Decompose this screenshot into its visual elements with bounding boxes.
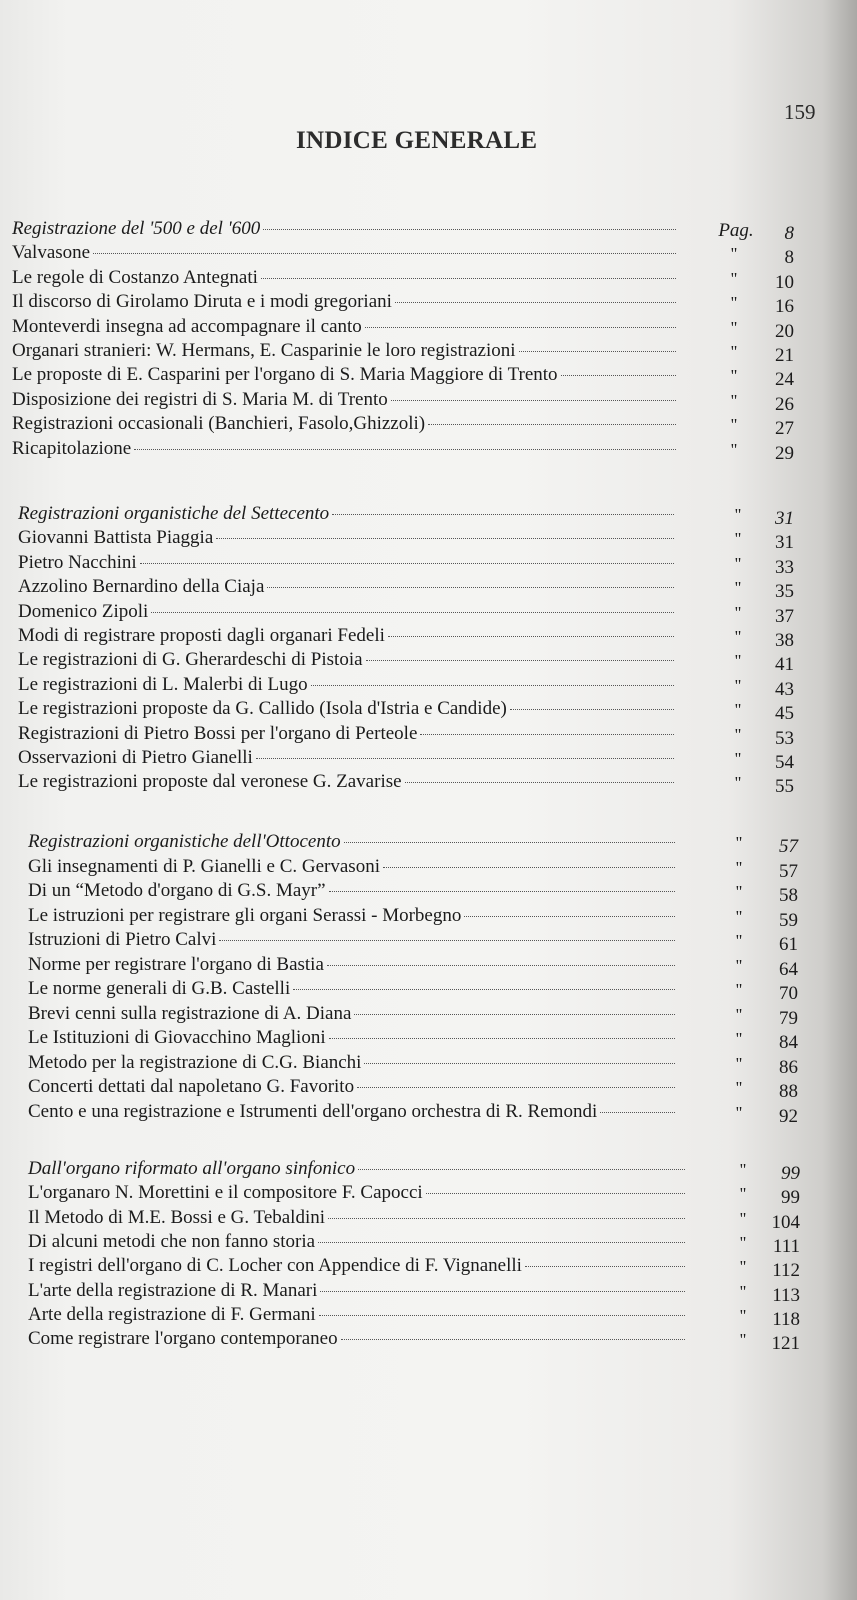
ditto-mark: " [739,1305,747,1325]
toc-entry-label: Ricapitolazione [12,437,132,459]
ditto-mark: " [735,1053,743,1073]
ditto-mark: " [735,857,743,877]
dot-leader [395,302,676,303]
toc-entry-label: Domenico Zipoli [18,600,149,622]
toc-entry-label: I registri dell'organo di C. Locher con Appendice di F. Vignanelli [28,1255,522,1277]
toc-entry-label: Il discorso di Girolamo Diruta e i modi gregoriani [12,291,392,313]
toc-entry [28,905,678,931]
page-reference: 70 [779,983,798,1004]
toc-entry-label: Le norme generali di G.B. Castelli [28,978,291,999]
ditto-mark: " [735,882,743,901]
page-reference: 26 [775,393,794,415]
dot-leader [510,709,674,710]
page-reference: 38 [775,630,794,651]
dot-leader [219,940,675,941]
dot-leader [525,1266,685,1267]
toc-entry [12,316,679,342]
dot-leader [354,1014,675,1015]
toc-entry [18,747,677,773]
toc-entry [28,880,678,906]
ditto-mark: " [739,1232,747,1252]
page-reference: 58 [779,885,798,906]
toc-entry-label: Modi di registrare proposti dagli organari Fedeli [18,625,385,646]
page-reference: 55 [775,776,794,798]
toc-entry-label: Arte della registrazione di F. Germani [28,1303,316,1325]
ditto-mark: " [735,931,743,950]
section-heading [12,218,679,244]
dot-leader [311,685,674,686]
ditto-mark: " [730,415,738,435]
ditto-mark: " [739,1330,747,1350]
dot-leader [344,842,675,843]
dot-leader [93,253,676,254]
toc-entry [18,649,677,675]
toc-entry-label: Osservazioni di Pietro Gianelli [18,747,253,768]
toc-entry [12,267,679,293]
ditto-mark: " [734,578,742,598]
page-reference: 84 [779,1032,798,1053]
page-reference: 113 [772,1284,800,1306]
dot-leader [151,612,674,613]
section-heading-label: Registrazione del '500 e del '600 [12,218,261,239]
ditto-mark: " [734,651,742,671]
page-reference: 111 [772,1235,800,1257]
toc-entry-label: Le registrazioni proposte dal veronese G. Zavarise [18,771,402,793]
page-reference: 31 [775,508,794,529]
toc-entry [28,1052,678,1078]
ditto-mark: " [730,317,738,337]
toc-entry [28,1280,688,1306]
toc-entry [18,552,677,578]
ditto-mark: " [734,773,742,793]
page-reference: 16 [775,296,794,318]
dot-leader [464,916,675,917]
ditto-mark: " [735,1078,743,1097]
section-heading [28,1158,688,1184]
toc-entry-label: Le registrazioni proposte da G. Callido (Isola d'Istria e Candide) [18,698,507,720]
dot-leader [358,1169,685,1170]
ditto-mark: " [730,390,738,410]
toc-entry [12,291,679,317]
dot-leader [328,1218,685,1219]
dot-leader [134,449,676,450]
toc-entry [28,1328,688,1354]
toc-entry [28,1207,688,1233]
page-reference: 53 [775,727,794,749]
ditto-mark: " [730,342,738,361]
page-reference: 45 [775,703,794,725]
dot-leader [256,758,674,759]
toc-entry [12,340,679,366]
toc-entry-label: Gli insegnamenti di P. Gianelli e C. Gervasoni [28,855,380,877]
toc-entry [12,242,679,268]
dot-leader [319,1315,685,1316]
section-heading [28,831,678,857]
toc-entry [18,576,677,602]
toc-entry [28,1304,688,1330]
toc-entry-label: Disposizione dei registri di S. Maria M. di Trento [12,388,388,410]
toc-entry-label: L'organaro N. Morettini e il compositore F. Capocci [28,1182,423,1204]
ditto-mark: " [735,980,743,999]
page-reference: 88 [779,1081,798,1102]
page-reference: 20 [775,320,794,342]
page-reference: 57 [779,860,798,882]
toc-entry-label: Giovanni Battista Piaggia [18,527,214,549]
dot-leader [383,867,675,868]
page-number: 159 [784,100,816,124]
toc-entry-label: L'arte della registrazione di R. Manari [28,1279,318,1301]
toc-entry-label: Istruzioni di Pietro Calvi [28,929,217,950]
dot-leader [216,538,674,539]
ditto-mark: " [734,529,742,549]
toc-entry [12,364,679,390]
toc-entry-label: Il Metodo di M.E. Bossi e G. Tebaldini [28,1206,326,1228]
dot-leader [263,229,676,230]
dot-leader [267,587,674,588]
dot-leader [329,891,675,892]
section-heading [18,503,677,529]
dot-leader [341,1339,685,1340]
page-reference: 92 [779,1105,798,1127]
toc-entry-label: Le Istituzioni di Giovacchino Maglioni [28,1027,326,1048]
ditto-mark: " [735,833,743,852]
dot-leader [600,1112,675,1113]
dot-leader [140,563,674,564]
page-reference: 112 [772,1260,800,1282]
toc-entry [18,601,677,627]
page-reference: 99 [781,1163,800,1184]
page-reference: 79 [779,1007,798,1029]
toc-entry [28,978,678,1004]
page-reference: 8 [784,247,794,269]
dot-leader [357,1087,675,1088]
dot-leader [561,375,676,376]
ditto-mark: " [734,700,742,720]
ditto-mark: " [739,1281,747,1301]
ditto-mark: " [734,749,742,768]
toc-entry [12,389,679,415]
toc-entry [18,698,677,724]
dot-leader [426,1193,685,1194]
dot-leader [365,327,676,328]
page-reference: 41 [775,654,794,676]
toc-entry [28,1101,678,1127]
dot-leader [332,514,674,515]
page-reference: 86 [779,1056,798,1078]
toc-entry-label: Le istruzioni per registrare gli organi Serassi - Morbegno [28,904,462,926]
ditto-mark: " [735,955,743,975]
toc-entry [28,1255,688,1281]
dot-leader [364,1063,675,1064]
page-reference: 27 [775,418,794,440]
ditto-mark: " [735,1004,743,1024]
page-reference: 104 [771,1211,800,1233]
dot-leader [391,400,676,401]
ditto-mark: " [735,1029,743,1048]
toc-entry [28,1027,678,1053]
toc-entry-label: Cento e una registrazione e Istrumenti dell'organo orchestra di R. Remondi [28,1100,598,1122]
dot-leader [318,1242,685,1243]
dot-leader [327,965,675,966]
page-reference: 29 [775,442,794,464]
page-reference: 35 [775,581,794,603]
ditto-mark: " [734,675,742,695]
toc-entry [28,929,678,955]
page-reference: 121 [771,1333,800,1355]
ditto-mark: " [739,1208,747,1228]
toc-entry [28,1182,688,1208]
toc-entry [28,1231,688,1257]
dot-leader [329,1038,675,1039]
toc-entry [18,674,677,700]
toc-entry [18,723,677,749]
ditto-mark: " [739,1160,747,1179]
toc-entry-label: Le registrazioni di L. Malerbi di Lugo [18,673,308,695]
page-reference: 8 [784,223,794,244]
toc-entry-label: Brevi cenni sulla registrazione di A. Diana [28,1002,352,1024]
ditto-mark: " [730,366,738,386]
toc-entry [18,625,677,651]
ditto-mark: " [730,268,738,288]
ditto-mark: " [730,244,738,264]
dot-leader [293,989,675,990]
page-reference: 24 [775,369,794,391]
dot-leader [320,1291,685,1292]
toc-entry [18,527,677,553]
dot-leader [405,782,674,783]
toc-entry-label: Azzolino Bernardino della Ciaja [18,576,265,598]
toc-entry-label: Registrazioni di Pietro Bossi per l'organo di Perteole [18,722,418,744]
page-reference: 33 [775,556,794,578]
toc-entry-label: Concerti dettati dal napoletano G. Favorito [28,1076,355,1097]
toc-entry [28,954,678,980]
page-reference: 43 [775,678,794,700]
ditto-mark: " [735,906,743,926]
ditto-mark: " [734,505,742,524]
page-reference: 118 [772,1308,800,1330]
toc-entry-label: Monteverdi insegna ad accompagnare il canto [12,315,362,337]
toc-entry [12,413,679,439]
toc-entry [28,856,678,882]
ditto-mark: " [734,553,742,573]
page-reference: 37 [775,605,794,627]
section-heading-label: Dall'organo riformato all'organo sinfonico [28,1158,356,1179]
dot-leader [261,278,676,279]
section-heading-label: Registrazioni organistiche del Settecento [18,503,330,524]
dot-leader [366,660,674,661]
page-reference: 99 [781,1187,800,1209]
toc-entry-label: Le registrazioni di G. Gherardeschi di Pistoia [18,649,363,671]
toc-entry-label: Pietro Nacchini [18,551,137,573]
toc-entry-label: Valvasone [12,242,91,264]
ditto-mark: " [739,1257,747,1277]
ditto-mark: " [735,1102,743,1122]
ditto-mark: " [730,439,738,459]
ditto-mark: " [734,602,742,622]
ditto-mark: " [739,1184,747,1204]
ditto-mark: " [730,293,738,313]
toc-entry-label: Organari stranieri: W. Hermans, E. Casparinie le loro registrazioni [12,340,516,361]
toc-entry [12,438,679,464]
toc-entry-label: Come registrare l'organo contemporaneo [28,1328,338,1350]
toc-entry-label: Metodo per la registrazione di C.G. Bianchi [28,1051,362,1073]
toc-entry-label: Norme per registrare l'organo di Bastia [28,953,324,975]
page-reference: 64 [779,958,798,980]
toc-entry-label: Le regole di Costanzo Antegnati [12,266,258,288]
ditto-mark: " [734,724,742,744]
page-reference: 59 [779,909,798,931]
dot-leader [519,351,676,352]
toc-entry [28,1003,678,1029]
dot-leader [420,734,674,735]
page-reference: 10 [775,271,794,293]
ditto-mark: " [734,627,742,646]
section-heading-label: Registrazioni organistiche dell'Ottocento [28,831,341,852]
page-title: INDICE GENERALE [296,127,538,154]
page-reference: 61 [779,934,798,955]
toc-entry [28,1076,678,1102]
page-reference: 57 [779,836,798,857]
dot-leader [428,424,676,425]
page-abbrev: Pag. [718,220,754,241]
toc-entry-label: Le proposte di E. Casparini per l'organo di S. Maria Maggiore di Trento [12,364,558,386]
toc-entry-label: Registrazioni occasionali (Banchieri, Fasolo,Ghizzoli) [12,413,426,435]
page-reference: 21 [775,345,794,366]
toc-entry-label: Di un “Metodo d'organo di G.S. Mayr” [28,880,326,901]
page-reference: 31 [775,532,794,554]
dot-leader [388,636,674,637]
toc-entry [18,771,677,797]
page-reference: 54 [775,752,794,773]
toc-entry-label: Di alcuni metodi che non fanno storia [28,1230,316,1252]
